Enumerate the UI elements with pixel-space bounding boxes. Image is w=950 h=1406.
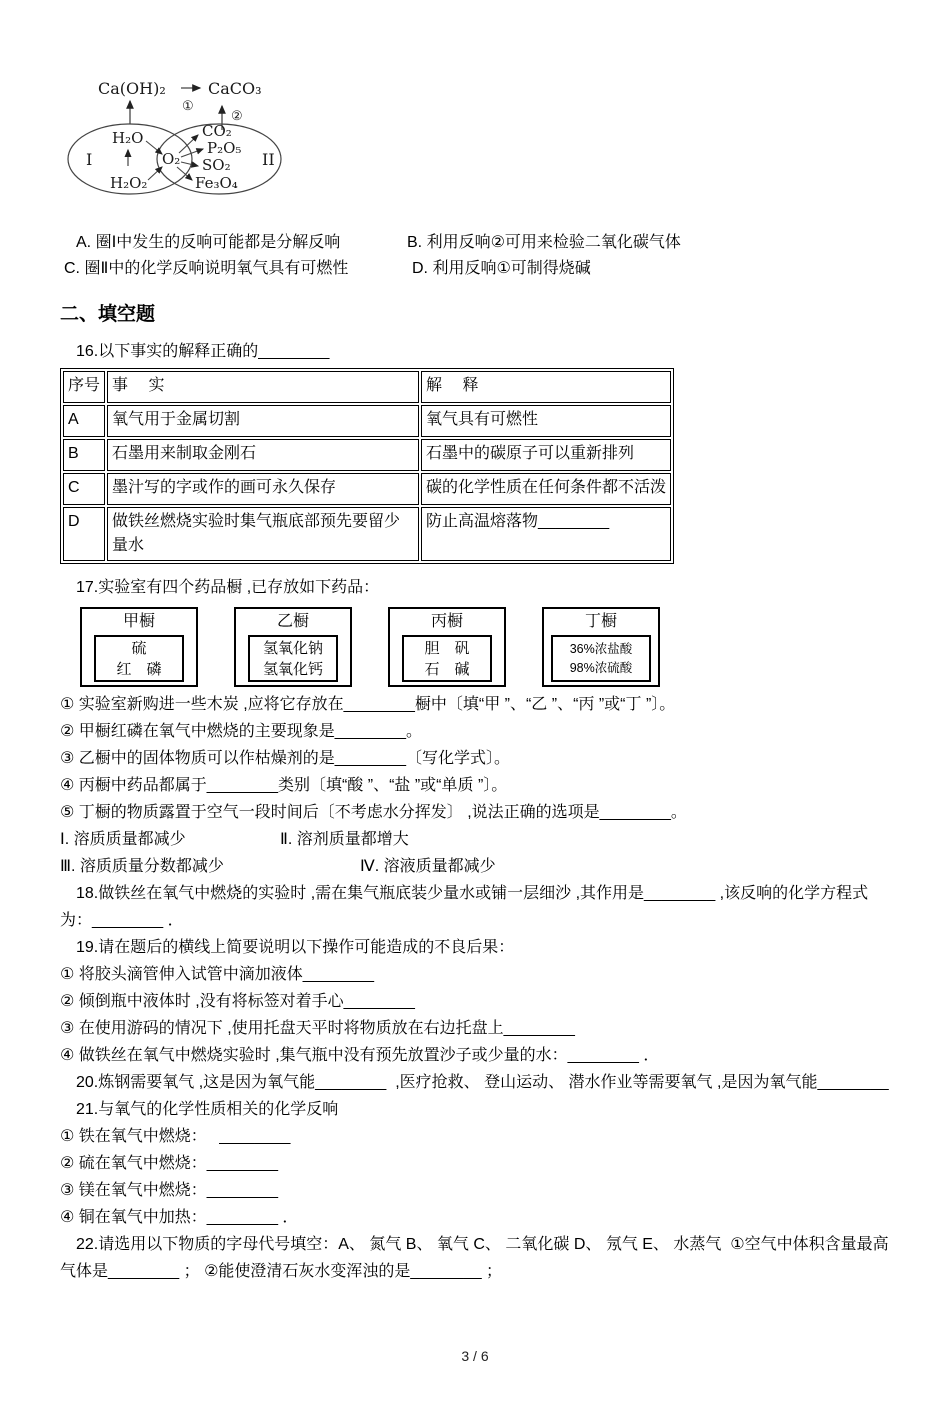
q21-sub3: ③ 镁在氧气中燃烧：________	[60, 1182, 278, 1199]
row-a-explain: 氧气具有可燃性	[421, 405, 671, 437]
cabinet-yi	[234, 607, 352, 687]
formula-so2: SO₂	[202, 156, 231, 174]
reaction1-label: ①	[182, 99, 194, 114]
row-b-id: B	[63, 439, 105, 471]
table-row	[63, 439, 671, 471]
q17-sub3: ③ 乙橱中的固体物质可以作枯燥剂的是________〔写化学式〕。	[60, 750, 510, 767]
q17-sub1: ① 实验室新购进一些木炭 ,应将它存放在________橱中〔填“甲 ”、“乙 ”、“丙 ”或“丁 ”〕。	[60, 696, 676, 713]
formula-co2: CO₂	[202, 122, 232, 140]
option-d: D. 利用反响①可制得烧碱	[412, 260, 591, 277]
q17-options-row2	[60, 853, 900, 880]
question-19-stem: 19.请在题后的横线上简要说明以下操作可能造成的不良后果：	[76, 939, 515, 956]
reaction2-label: ②	[231, 109, 243, 124]
question-20-stem: 20.炼钢需要氧气 ,这是因为氧气能________ ,医疗抢救、 登山运动、 潜水作业等需要氧气 ,是因为氧气能________	[76, 1074, 889, 1091]
q17-sub2: ② 甲橱红磷在氧气中燃烧的主要现象是________。	[60, 723, 422, 740]
header-seq: 序号	[63, 371, 105, 403]
row-a-id: A	[63, 405, 105, 437]
exam-page	[0, 62, 950, 1285]
h2o2-to-o2-arrow	[148, 167, 162, 180]
question-17-stem: 17.实验室有四个药品橱 ,已存放如下药品：	[76, 579, 380, 596]
question-18-stem: 18.做铁丝在氧气中燃烧的实验时 ,需在集气瓶底装少量水或铺一层细沙 ,其作用是________ ,该反响的化学方程式为：________ ．	[60, 885, 869, 929]
q17-option-ii: Ⅱ. 溶剂质量都增大	[280, 831, 409, 848]
question-16-stem: 16.以下事实的解释正确的________	[76, 343, 330, 360]
question-22-stem: 22.请选用以下物质的字母代号填空：A、 氮气 B、 氧气 C、 二氧化碳 D、 氖气 E、 水蒸气 ①空气中体积含量最高气体是________ ； ②能使澄清石灰水变浑浊的是________ ；	[60, 1236, 889, 1280]
medicine-cabinets	[80, 607, 900, 687]
row-b-explain: 石墨中的碳原子可以重新排列	[421, 439, 671, 471]
cabinet-item: 红 磷	[116, 660, 162, 678]
q21-sub2: ② 硫在氧气中燃烧：________	[60, 1155, 278, 1172]
q17-options-row1	[60, 826, 900, 853]
table-row	[63, 507, 671, 561]
row-b-fact: 石墨用来制取金刚石	[107, 439, 419, 471]
cabinet-bing	[388, 607, 506, 687]
row-c-explain: 碳的化学性质在任何条件都不活泼	[421, 473, 671, 505]
formula-h2o2: H₂O₂	[110, 174, 148, 192]
header-explain: 解 释	[421, 371, 671, 403]
q19-sub4: ④ 做铁丝在氧气中燃烧实验时 ,集气瓶中没有预先放置沙子或少量的水：________ ．	[60, 1047, 660, 1064]
cabinet-item: 氢氧化钙	[262, 660, 323, 678]
formula-caco3: CaCO₃	[208, 79, 262, 98]
row-d-explain: 防止高温熔落物________	[421, 507, 671, 561]
option-c: C. 圈Ⅱ中的化学反响说明氧气具有可燃性	[64, 260, 349, 277]
q19-sub1: ① 将胶头滴管伸入试管中滴加液体________	[60, 966, 374, 983]
row-d-id: D	[63, 507, 105, 561]
cabinet-jia-title: 甲橱	[122, 613, 155, 630]
q17-sub5: ⑤ 丁橱的物质露置于空气一段时间后〔不考虑水分挥发〕 ,说法正确的选项是________。	[60, 804, 687, 821]
o2-to-co2-arrow	[179, 135, 198, 153]
cabinet-item: 氢氧化钠	[262, 639, 323, 657]
header-fact: 事 实	[107, 371, 419, 403]
table-header-row	[63, 371, 671, 403]
option-a: A. 圈Ⅰ中发生的反响可能都是分解反响	[76, 234, 341, 251]
cabinet-yi-contents	[248, 635, 338, 682]
cabinet-bing-contents	[402, 635, 492, 682]
cabinet-ding	[542, 607, 660, 687]
facts-explanation-table	[60, 368, 674, 564]
q21-sub4: ④ 铜在氧气中加热：________ ．	[60, 1209, 299, 1226]
q19-sub2: ② 倾倒瓶中液体时 ,没有将标签对着手心________	[60, 993, 415, 1010]
cabinet-item: 36%浓盐酸	[569, 641, 633, 656]
cabinet-item: 98%浓硫酸	[569, 660, 633, 675]
question-21-stem: 21.与氧气的化学性质相关的化学反响	[76, 1101, 339, 1118]
cabinet-item: 石 碱	[424, 660, 470, 678]
row-a-fact: 氧气用于金属切割	[107, 405, 419, 437]
q21-sub1: ① 铁在氧气中燃烧： ________	[60, 1128, 291, 1145]
formula-h2o: H₂O	[112, 129, 144, 147]
cabinet-item: 胆 矾	[424, 639, 470, 657]
cabinet-jia	[80, 607, 198, 687]
reaction-venn-diagram	[62, 62, 307, 204]
formula-caoh2: Ca(OH)₂	[98, 79, 166, 98]
formula-fe3o4: Fe₃O₄	[195, 174, 238, 192]
options-row-ab	[60, 230, 900, 256]
circle-right-label: II	[262, 150, 275, 169]
row-c-id: C	[63, 473, 105, 505]
formula-p2o5: P₂O₅	[207, 139, 242, 157]
cabinet-item: 硫	[131, 639, 147, 657]
table-row	[63, 405, 671, 437]
cabinet-yi-title: 乙橱	[276, 613, 309, 630]
table-row	[63, 473, 671, 505]
option-b: B. 利用反响②可用来检验二氧化碳气体	[407, 234, 681, 251]
row-d-fact: 做铁丝燃烧实验时集气瓶底部预先要留少量水	[107, 507, 419, 561]
o2-to-so2-arrow	[181, 162, 198, 166]
page-number: 3 / 6	[461, 1348, 489, 1364]
q17-option-iv: Ⅳ. 溶液质量都减少	[360, 858, 496, 875]
cabinet-ding-contents	[551, 635, 651, 682]
circle-left-label: I	[86, 150, 93, 169]
q17-option-i: Ⅰ. 溶质质量都减少	[60, 831, 186, 848]
options-row-cd	[60, 256, 900, 282]
formula-o2: O₂	[162, 150, 181, 168]
cabinet-bing-title: 丙橱	[430, 613, 463, 630]
section-heading: 二、填空题	[60, 304, 156, 325]
row-c-fact: 墨汁写的字或作的画可永久保存	[107, 473, 419, 505]
q17-option-iii: Ⅲ. 溶质质量分数都减少	[60, 858, 224, 875]
cabinet-ding-title: 丁橱	[584, 613, 617, 630]
cabinet-jia-contents	[94, 635, 184, 682]
q19-sub3: ③ 在使用游码的情况下 ,使用托盘天平时将物质放在右边托盘上________	[60, 1020, 575, 1037]
q17-sub4: ④ 丙橱中药品都属于________类别〔填“酸 ”、“盐 ”或“单质 ”〕。	[60, 777, 508, 794]
